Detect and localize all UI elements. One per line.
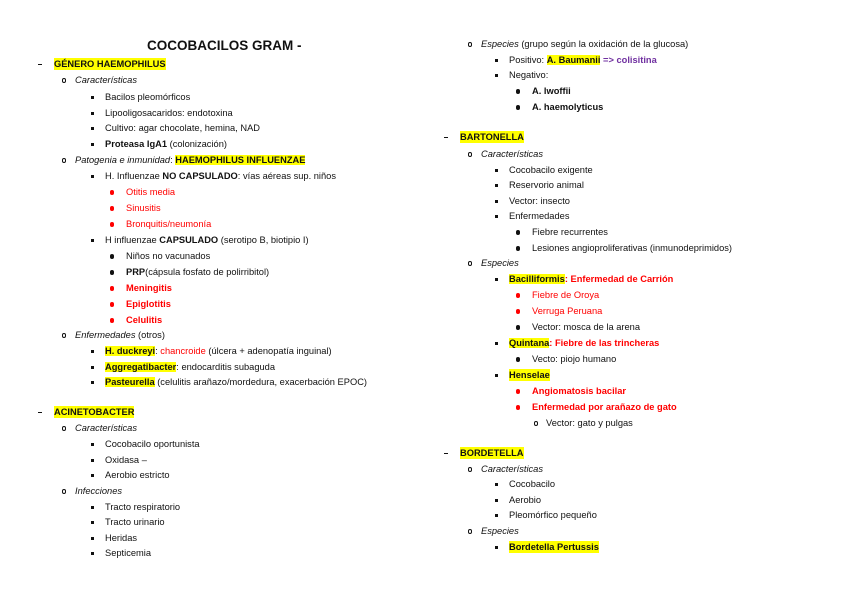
ducreyi-highlight: H. duckreyi [105,346,156,356]
text: : endocarditis subaguda [176,362,276,372]
list-item-text: Fiebre recurrentes [532,227,608,237]
text: (celulitis arañazo/mordedura, exacerbación EPOC) [154,377,368,387]
list-item-text: Otitis media [126,187,176,197]
text: : vías aéreas sup. niños [237,171,336,181]
circle-bullet [58,74,70,86]
page-title: COCOBACILOS GRAM - [147,38,302,53]
capsulado-label: CAPSULADO [159,235,219,245]
list-item-text: Vector: gato y pulgas [546,418,633,428]
text: H influenzae [105,235,160,245]
list-item-text: Negativo: [509,70,549,80]
text: (otros) [135,330,165,340]
list-item-text: Bronquitis/neumonía [126,219,212,229]
colisitina-text: => colisitina [600,55,657,65]
list-item-text: Enfermedad por arañazo de gato [532,402,677,412]
especies-label: Especies [481,39,519,49]
ducreyi-red: chancroide [160,346,206,356]
list-item-text: A. lwoffii [532,86,571,96]
list-item-text: Tracto urinario [105,517,165,527]
list-item-text: Niños no vacunados [126,251,211,261]
bartonella-header: BARTONELLA [460,132,524,142]
list-item-text: Verruga Peruana [532,306,603,316]
list-item-text: Enfermedades [509,211,570,221]
list-item-text: Epiglotitis [126,299,171,309]
baumanii-highlight: A. Baumanii [546,55,601,65]
henselae-highlight: Henselae [509,370,550,380]
list-item-text: Vecto: piojo humano [532,354,617,364]
list-item-text: Celulitis [126,315,163,325]
list-item-text: Heridas [105,533,138,543]
list-item-text: Vector: mosca de la arena [532,322,641,332]
list-item-text: Fiebre de Oroya [532,290,600,300]
list-item-text: Vector: insecto [509,196,570,206]
text: H. Influenzae [105,171,163,181]
list-item-text: Sinusitis [126,203,161,213]
patogenia-highlight: HAEMOPHILUS INFLUENZAE [175,155,306,165]
haemophilus-header: GÉNERO HAEMOPHILUS [54,59,166,69]
trincheras-text: : Fiebre de las trincheras [549,338,660,348]
text: (grupo según la oxidación de la glucosa) [518,39,689,49]
dash-bullet [34,58,46,70]
bordetella-header: BORDETELLA [460,448,524,458]
text: Positivo: [509,55,547,65]
caracteristicas-label: Características [75,75,137,85]
list-item-text: Cocobacilo [509,479,555,489]
pertussis-highlight: Bordetella Pertussis [509,542,599,552]
text: (úlcera + adenopatía inguinal) [205,346,332,356]
list-item-text: Pleomórfico pequeño [509,510,597,520]
list-item-text: Aerobio estricto [105,470,170,480]
especies-label: Especies [481,526,519,536]
separator: : [155,346,161,356]
caracteristicas-label: Características [481,464,543,474]
aggregati-highlight: Aggregatibacter [105,362,177,372]
pasteurella-highlight: Pasteurella [105,377,155,387]
list-item-text: Aerobio [509,495,542,505]
list-item-text: Angiomatosis bacilar [532,386,627,396]
list-item-text: Reservorio animal [509,180,584,190]
caracteristicas-label: Características [75,423,137,433]
prp-rest: (cápsula fosfato de polirribitol) [145,267,270,277]
prp-label: PRP [126,267,146,277]
list-item-text: Septicemia [105,548,151,558]
no-capsulado-label: NO CAPSULADO [162,171,238,181]
carrion-text: : Enfermedad de Carrión [564,274,674,284]
enfermedades-label: Enfermedades [75,330,136,340]
especies-label: Especies [481,258,519,268]
list-item-text: A. haemolyticus [532,102,604,112]
list-item-text: Oxidasa – [105,455,147,465]
text: (serotipo B, biotipio I) [218,235,309,245]
list-item-text: Meningitis [126,283,172,293]
patogenia-label: Patogenia e inmunidad [75,155,171,165]
proteasa-rest: (colonización) [167,139,227,149]
list-item-text: Bacilos pleomórficos [105,92,191,102]
list-item-text: Cocobacilo exigente [509,165,593,175]
list-item-text: Cocobacilo oportunista [105,439,200,449]
list-item-text: Lesiones angioproliferativas (inmunodeprimidos) [532,243,732,253]
bacilliformis-highlight: Bacilliformis [509,274,565,284]
quintana-highlight: Quintana [509,338,550,348]
caracteristicas-label: Características [481,149,543,159]
list-item-text: Cultivo: agar chocolate, hemina, NAD [105,123,261,133]
proteasa-label: Proteasa IgA1 [105,139,168,149]
list-item-text: Tracto respiratorio [105,502,181,512]
list-item-text: Lipooligosacaridos: endotoxina [105,108,233,118]
separator: : [170,155,176,165]
acinetobacter-header: ACINETOBACTER [54,407,135,417]
infecciones-label: Infecciones [75,486,123,496]
